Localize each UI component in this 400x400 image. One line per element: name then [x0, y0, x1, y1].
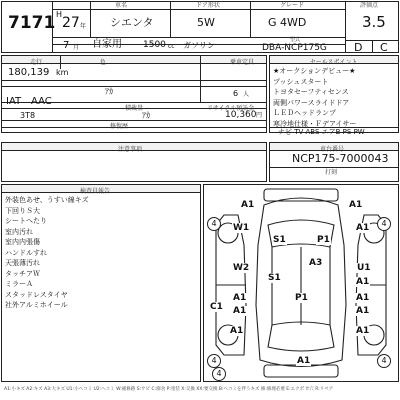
seats: 6 — [233, 89, 239, 98]
exterior-score: C — [380, 41, 388, 54]
damage-code: A1 — [356, 223, 370, 233]
damage-code: P1 — [317, 235, 330, 245]
damage-code: S1 — [268, 273, 281, 283]
chassis-note: 打刻 — [325, 169, 338, 176]
damage-code: A1 — [241, 200, 255, 210]
mileage-label: 走行 — [30, 59, 43, 66]
inspector-line: ミラーＡ — [5, 280, 33, 288]
inspector-title: 検査員報告 — [80, 188, 111, 195]
model-name: シエンタ — [110, 16, 154, 29]
mileage-unit: km — [56, 68, 69, 77]
maker-label: 車名 — [115, 2, 128, 9]
chassis-label: 車台番号 — [320, 146, 345, 153]
recycle-amount: 10,360 — [225, 110, 257, 120]
grade-label: グレード — [280, 2, 305, 9]
damage-code: A1 — [230, 326, 244, 336]
displacement: 1500 — [143, 40, 166, 50]
inspector-line: スタッドレスタイヤ — [5, 290, 68, 299]
inspector-line: 室内汚れ — [5, 227, 33, 236]
inspector-line: シートへたり — [5, 217, 47, 225]
damage-code: S1 — [273, 235, 286, 245]
selling-point: 両側パワースライドドア — [273, 98, 350, 107]
overall-score: 3.5 — [362, 13, 386, 31]
year: 27 — [62, 15, 80, 31]
tire-mark: 4 — [207, 354, 221, 368]
inspector-line: 外装色あせ、うすい線キズ — [5, 196, 89, 204]
selling-point: プッシュスタート — [273, 77, 329, 86]
recycle-unit: 円 — [256, 112, 263, 119]
damage-code: C1 — [210, 302, 223, 312]
history-label: 修復歴 — [110, 123, 129, 130]
damage-code: P1 — [295, 293, 308, 303]
tire-mark: 4 — [377, 354, 391, 368]
month-unit: 月 — [73, 44, 80, 51]
inspector-line: 下回りＳ大 — [5, 206, 40, 215]
inspector-line: 社外アルミホイール — [5, 301, 68, 309]
grade: G 4WD — [268, 16, 307, 29]
damage-code: W1 — [233, 223, 250, 233]
mileage: 180,139 — [8, 67, 50, 78]
doors-label: ドア形状 — [196, 2, 220, 9]
damage-code: A3 — [309, 258, 323, 268]
equipment-list: ナビ TV ABS エアB PS PW — [278, 128, 365, 136]
selling-point: ＬＥＤヘッドランプ — [273, 109, 336, 117]
model-code: DBA-NCP175G — [262, 43, 327, 53]
era-label: H — [56, 10, 63, 19]
selling-point: 寒冷地仕様・Ｆデアイサー — [273, 119, 357, 128]
tire-mark: 4 — [212, 367, 226, 381]
color-label: 色 — [100, 59, 107, 66]
color: ｱｶ — [105, 87, 113, 96]
damage-code: A1 — [233, 306, 247, 316]
seats-label: 乗車定員 — [230, 59, 255, 66]
usage: 自家用 — [92, 39, 122, 50]
interior-score: D — [354, 41, 363, 54]
inspector-line: ハンドルすれ — [5, 248, 47, 257]
year-unit: 年 — [80, 23, 87, 30]
recycle-label: リサイクル預託金 — [207, 105, 255, 112]
damage-code: A1 — [356, 306, 370, 316]
legend-footer: A1:小キズ A2:キズ A3:大キズ U1:小ヘコミ U2:ヘコミ W:補修跡 S:サビ C:腐食 P:塗装 X:交換 XX:要交換 B:ヘコミを伴うキズ 修:修理必要 E:エクボ Y:穴 R:リペア — [4, 387, 334, 392]
seats-unit: 人 — [243, 91, 250, 98]
selling-point: トヨタセーフティセンス — [273, 88, 349, 96]
damage-code: A1 — [356, 326, 370, 336]
inspector-line: 天張薄汚れ — [5, 259, 40, 267]
damage-code: A1 — [349, 200, 363, 210]
fuel: ガソリン — [183, 41, 215, 50]
selling-points-title: セールスポイント — [310, 59, 358, 66]
inspector-line: 室内内張傷 — [5, 238, 40, 246]
damage-code: A1 — [356, 293, 370, 303]
tire-mark: 4 — [207, 217, 221, 231]
aircon: AAC — [31, 96, 52, 107]
damage-code: A1 — [297, 356, 311, 366]
transmission: IAT — [6, 96, 22, 107]
model-code-label: 型式 — [290, 37, 301, 43]
inspection: 3T8 — [20, 111, 36, 120]
inspector-lines — [5, 195, 89, 311]
score-label: 評価点 — [360, 2, 379, 9]
damage-code: A1 — [233, 293, 247, 303]
tire-mark: 4 — [377, 217, 391, 231]
notes-title: 注意事項 — [118, 146, 143, 153]
month: 7 — [63, 40, 70, 51]
load-label: 積載量 — [125, 105, 144, 112]
displacement-unit: cc — [168, 43, 175, 50]
inspector-line: タッチアＷ — [5, 269, 40, 278]
damage-code: W2 — [233, 263, 250, 273]
selling-points-list — [273, 66, 356, 129]
damage-code: U1 — [357, 263, 371, 273]
lot-number: 7171 — [8, 13, 56, 33]
color-no: ｱｶ — [142, 111, 150, 120]
damage-code: A1 — [356, 277, 370, 287]
chassis-number: NCP175-7000043 — [292, 152, 389, 165]
selling-point: ★オークションデビュー★ — [273, 67, 356, 75]
doors: 5W — [197, 16, 215, 29]
